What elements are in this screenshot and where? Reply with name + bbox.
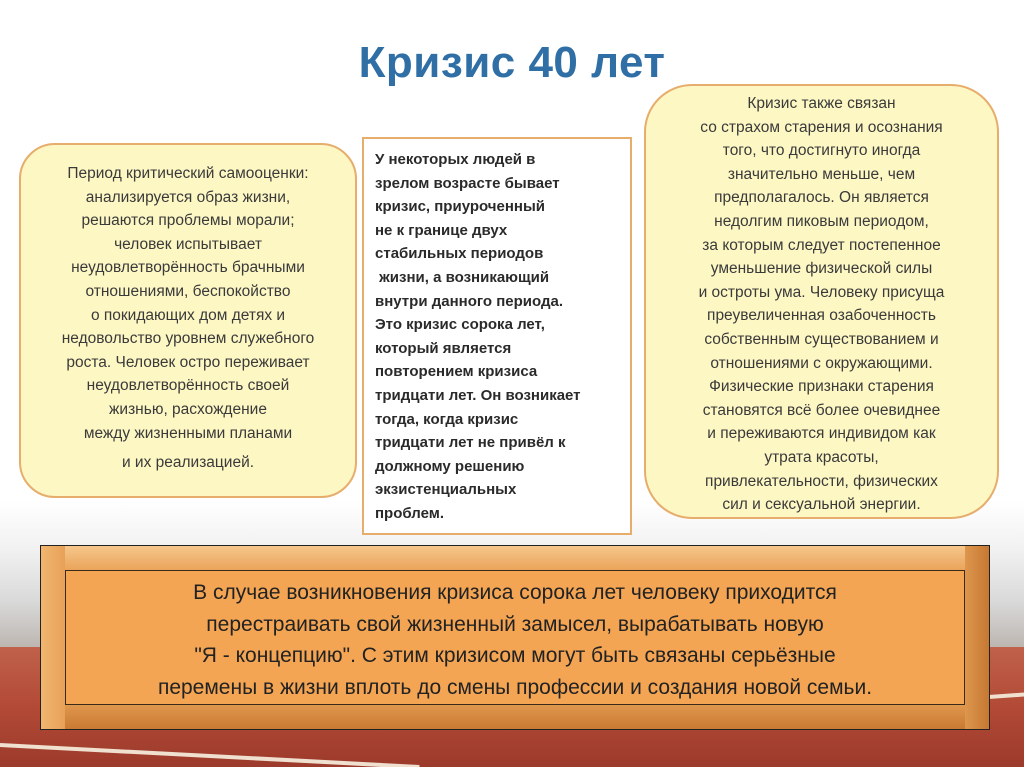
left-text-line: неудовлетворённость своей [86, 377, 290, 395]
right-text-line: предполагалось. Он является [714, 189, 929, 207]
middle-text-line: Это кризис сорока лет, [375, 316, 545, 334]
right-text-box [644, 84, 999, 519]
right-text-line: становятся всё более очевиднее [702, 401, 941, 419]
right-text-line: преувеличенная озабоченность [707, 307, 936, 325]
conclusion-line: В случае возникновения кризиса сорока лет человеку приходится [193, 581, 837, 604]
conclusion-text [66, 577, 964, 703]
left-text-line: неудовлетворённость брачными [71, 259, 305, 277]
left-text-line: отношениями, беспокойство [85, 282, 291, 300]
middle-text-line: экзистенциальных [375, 481, 517, 499]
left-text-line: анализируется образ жизни, [85, 188, 291, 206]
right-text-line: того, что достигнуто иногда [722, 142, 921, 160]
right-text-line: значительно меньше, чем [727, 165, 916, 183]
right-text-line: Кризис также связан [747, 95, 896, 112]
middle-text-line: тридцати лет. Он возникает [375, 386, 581, 404]
left-text-line: и их реализацией. [121, 454, 255, 472]
slide-title: Кризис 40 лет [358, 38, 666, 87]
left-text-line: недовольство уровнем служебного [61, 330, 315, 348]
middle-text-line: проблем. [375, 504, 445, 522]
middle-text-line: жизни, а возникающий [375, 268, 550, 286]
frame-bevel [965, 546, 989, 729]
middle-text-box [362, 137, 632, 535]
middle-text-line: не к границе двух [375, 221, 508, 239]
conclusion-panel [65, 570, 965, 705]
right-text-line: уменьшение физической силы [710, 260, 933, 278]
conclusion-line: перестраивать свой жизненный замысел, вырабатывать новую [206, 612, 824, 636]
middle-text-line: стабильных периодов [375, 245, 544, 263]
middle-text-line: должному решению [375, 457, 525, 475]
frame-bevel [41, 546, 989, 570]
middle-text-line: зрелом возрасте бывает [375, 174, 560, 192]
middle-text-line: тридцати лет не привёл к [375, 434, 566, 452]
right-text-line: привлекательности, физических [705, 472, 938, 490]
conclusion-line: "Я - концепцию". С этим кризисом могут быть связаны серьёзные [194, 644, 836, 667]
middle-text-line: У некоторых людей в [375, 151, 536, 168]
right-text-line: недолгим пиковым периодом, [714, 212, 929, 230]
left-text-line: решаются проблемы морали; [81, 212, 295, 230]
right-text-line: собственным существованием и [704, 330, 939, 348]
conclusion-line: перемены в жизни вплоть до смены профессии и создания новой семьи. [157, 675, 873, 699]
left-text-line: жизнью, расхождение [109, 400, 267, 418]
right-text-line: за которым следует постепенное [702, 236, 941, 254]
conclusion-frame [40, 545, 990, 730]
frame-bevel [41, 705, 989, 729]
left-text-line: роста. Человек остро переживает [66, 353, 310, 371]
right-text-line: отношениями с окружающими. [710, 354, 933, 372]
middle-text-line: тогда, когда кризис [375, 410, 519, 428]
middle-text-line: внутри данного периода. [375, 292, 564, 310]
right-text-line: Физические признаки старения [709, 378, 934, 396]
right-text-line: и остроты ума. Человеку присуща [698, 283, 945, 301]
middle-text-line: который является [375, 339, 512, 357]
right-text-line: со страхом старения и осознания [700, 118, 943, 136]
middle-text-line: кризис, приуроченный [375, 198, 545, 216]
right-text-line: утрата красоты, [764, 448, 879, 466]
right-text-line: и переживаются индивидом как [707, 425, 936, 443]
left-text-line: между жизненными планами [83, 424, 293, 442]
left-text-line: человек испытывает [114, 235, 262, 253]
left-text-box [19, 143, 357, 498]
frame-bevel [41, 546, 65, 729]
right-text-line: сил и сексуальной энергии. [722, 496, 921, 514]
left-text-line: о покидающих дом детях и [90, 306, 286, 324]
left-text-line: Период критический самооценки: [67, 165, 309, 182]
middle-text-line: повторением кризиса [375, 363, 538, 381]
